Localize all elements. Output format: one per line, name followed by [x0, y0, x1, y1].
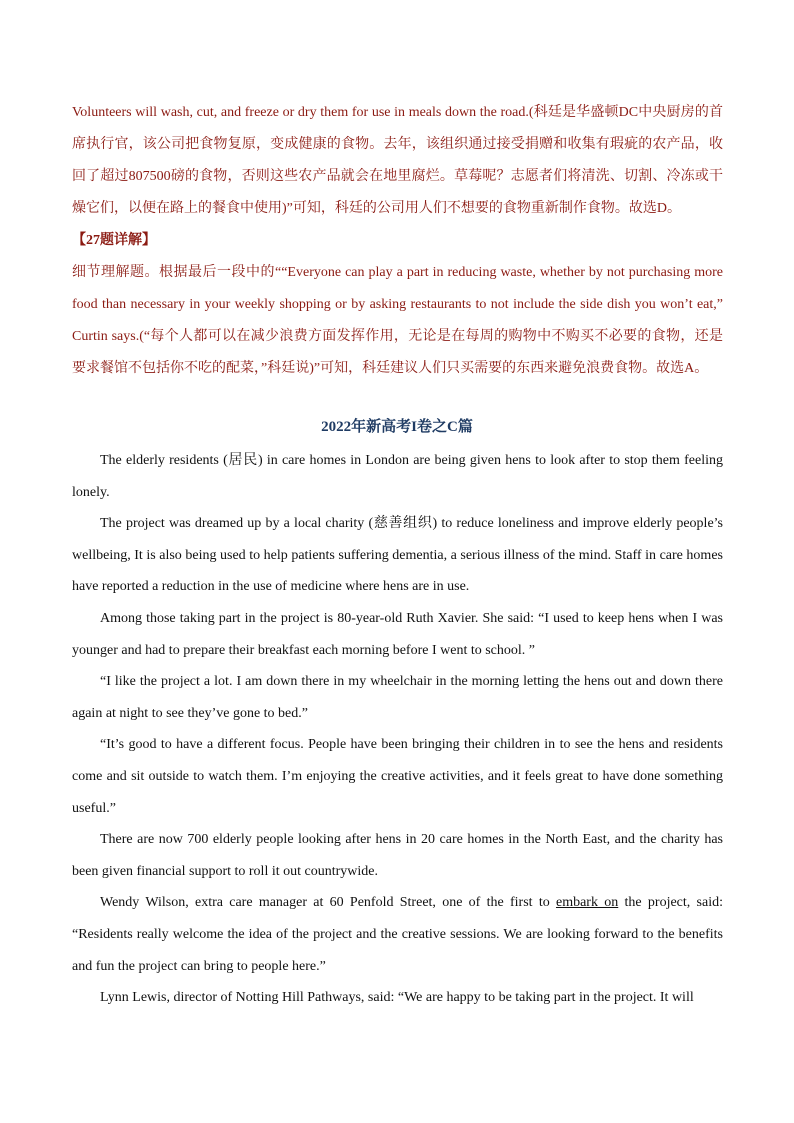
p7-text-before: Wendy Wilson, extra care manager at 60 Penfold Street, one of the first to — [100, 895, 556, 911]
passage-paragraph-2: The project was dreamed up by a local charity (慈善组织) to reduce loneliness and improve elderly people’s wellbeing, It is also being used to help patients suffering dementia, a serious illness of the mind. Staff in care homes have reported a reduction in the use of medicine where hens are in use. — [72, 516, 723, 595]
passage-paragraph-8: Lynn Lewis, director of Notting Hill Pathways, said: “We are happy to be taking part in the project. It will — [100, 990, 694, 1006]
passage-title: 2022年新高考I卷之C篇 — [321, 419, 473, 435]
passage-paragraph-7 — [72, 887, 723, 982]
question-27-heading: 【27题详解】 — [72, 233, 156, 248]
passage-paragraph-6: There are now 700 elderly people looking after hens in 20 care homes in the North East, and the charity has been given financial support to roll it out countrywide. — [72, 832, 723, 879]
underlined-phrase: embark on — [555, 895, 619, 911]
answer-26-paragraph: Volunteers will wash, cut, and freeze or dry them for use in meals down the road.(科廷是华盛顿DC中央厨房的首席执行官，该公司把食物复原，变成健康的食物。去年，该组织通过接受捐赠和收集有瑕疵的农产品，收回了超过807500磅的食物，否则这些农产品就会在地里腐烂。草莓呢？志愿者们将清洗、切割、冷冻或干燥它们，以便在路上的餐食中使用)”可知，科廷的公司用人们不想要的食物重新制作食物。故选D。 — [72, 105, 723, 216]
passage-paragraph-5: “It’s good to have a different focus. People have been bringing their children in to see the hens and residents come and sit outside to watch them. I’m enjoying the creative activities, and it feels great to have done something useful.” — [72, 737, 723, 816]
answer-27-paragraph: 细节理解题。根据最后一段中的““Everyone can play a part in reducing waste, whether by not purchasing more food than necessary in your weekly shopping or by asking restaurants to not include the side dish you won’t eat,” Curtin says.(“每个人都可以在减少浪费方面发挥作用，无论是在每周的购物中不购买不必要的食物，还是要求餐馆不包括你不吃的配菜，”科廷说)”可知，科廷建议人们只买需要的东西来避免浪费食物。故选A。 — [72, 265, 723, 376]
answer-explanation — [72, 97, 723, 385]
passage-paragraph-1: The elderly residents (居民) in care homes in London are being given hens to look after to stop them feeling lonely. — [72, 453, 723, 500]
passage-paragraph-3: Among those taking part in the project is 80-year-old Ruth Xavier. She said: “I used to keep hens when I was younger and had to prepare their breakfast each morning before I went to school. ” — [72, 610, 723, 658]
passage-paragraph-4: “I like the project a lot. I am down there in my wheelchair in the morning letting the hens out and down there again at night to see they’ve gone to bed.” — [72, 674, 723, 721]
p7-text-after: the project, said: “Residents really welcome the idea of the project and the creative sessions. We are looking forward to the benefits and fun the project can bring to people here.” — [72, 895, 723, 974]
passage-body — [72, 445, 723, 1014]
